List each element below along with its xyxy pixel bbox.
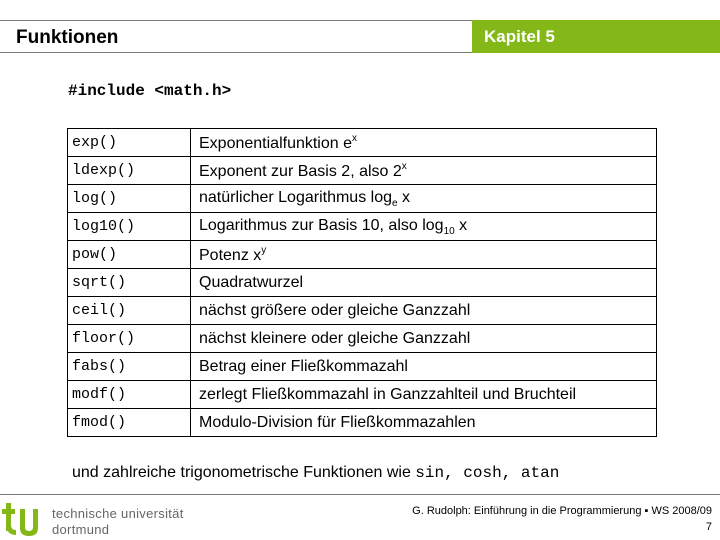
function-name: floor() (68, 325, 191, 353)
superscript: x (401, 160, 407, 172)
description-text: natürlicher Logarithmus log (199, 188, 392, 206)
superscript: x (352, 132, 357, 144)
function-description (191, 269, 657, 297)
include-directive: #include <math.h> (68, 82, 232, 100)
function-name: ceil() (68, 297, 191, 325)
function-row (68, 409, 657, 437)
function-description (191, 213, 657, 241)
function-row (68, 129, 657, 157)
description-text: Logarithmus zur Basis 10, also log (199, 216, 444, 234)
function-description (191, 241, 657, 269)
function-description (191, 409, 657, 437)
function-row (68, 297, 657, 325)
description-text: nächst kleinere oder gleiche Ganzzahl (199, 329, 471, 347)
course-credit: G. Rudolph: Einführung in die Programmierung ▪ WS 2008/09 (412, 505, 712, 517)
footer-note-text: und zahlreiche trigonometrische Funktionen wie (72, 464, 416, 481)
description-text: Exponentialfunktion e (199, 134, 352, 152)
description-text: Modulo-Division für Fließkommazahlen (199, 413, 476, 431)
function-description (191, 381, 657, 409)
tu-logo-icon (2, 503, 44, 540)
subscript: 10 (443, 225, 455, 237)
function-description (191, 185, 657, 213)
footer-note-code: sin, cosh, atan (415, 464, 560, 482)
function-description (191, 297, 657, 325)
function-name: fmod() (68, 409, 191, 437)
function-row (68, 353, 657, 381)
function-name: log() (68, 185, 191, 213)
function-name: ldexp() (68, 157, 191, 185)
function-name: log10() (68, 213, 191, 241)
subscript: e (392, 197, 398, 209)
function-table (67, 128, 657, 437)
description-tail: x (397, 188, 411, 206)
description-text: Betrag einer Fließkommazahl (199, 357, 408, 375)
description-text: Exponent zur Basis 2, also 2 (199, 162, 402, 180)
function-name: pow() (68, 241, 191, 269)
function-description (191, 157, 657, 185)
function-name: exp() (68, 129, 191, 157)
function-row (68, 213, 657, 241)
function-name: modf() (68, 381, 191, 409)
description-text: zerlegt Fließkommazahl in Ganzzahlteil und Bruchteil (199, 385, 577, 403)
superscript: y (261, 244, 267, 256)
description-tail: x (454, 216, 468, 234)
function-row (68, 185, 657, 213)
slide-title: Funktionen (16, 27, 119, 48)
university-name-line2: dortmund (52, 522, 110, 537)
footer-note (72, 464, 559, 482)
function-row (68, 269, 657, 297)
university-name-line1: technische universität (52, 506, 184, 521)
function-description (191, 129, 657, 157)
function-description (191, 353, 657, 381)
description-text: Quadratwurzel (199, 273, 304, 291)
function-row (68, 241, 657, 269)
function-row (68, 157, 657, 185)
chapter-label: Kapitel 5 (484, 27, 555, 46)
function-row (68, 381, 657, 409)
function-name: sqrt() (68, 269, 191, 297)
description-text: Potenz x (199, 246, 262, 264)
page-number: 7 (705, 521, 712, 533)
bottom-rule (0, 494, 720, 495)
function-description (191, 325, 657, 353)
function-row (68, 325, 657, 353)
description-text: nächst größere oder gleiche Ganzzahl (199, 301, 471, 319)
function-name: fabs() (68, 353, 191, 381)
